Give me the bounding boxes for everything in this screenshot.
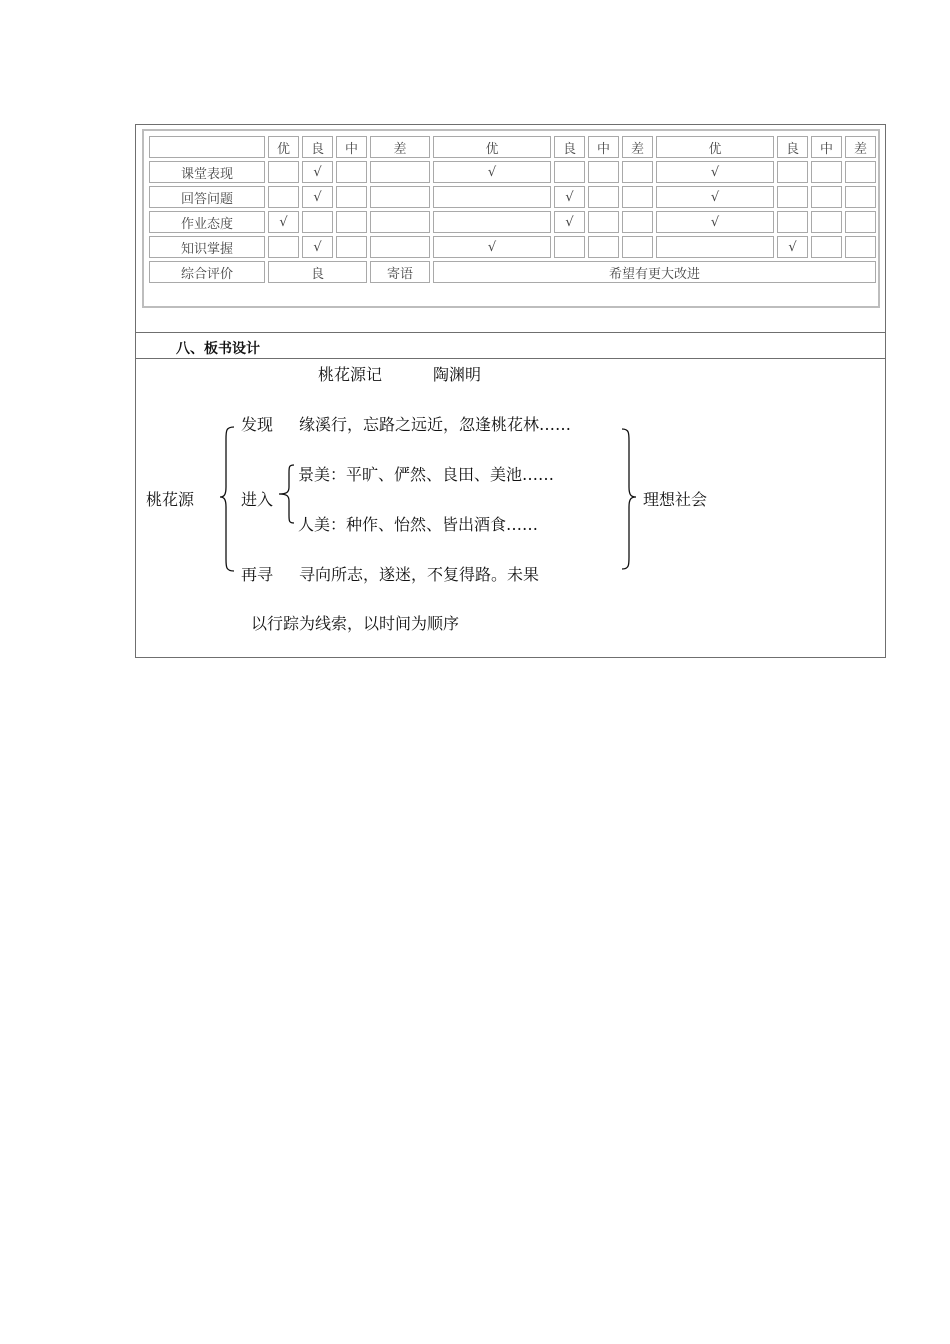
header-row (149, 136, 876, 158)
section-divider-bottom (136, 358, 885, 359)
table-cell: √ (302, 186, 333, 208)
stage-discover-text: 缘溪行，忘路之远近，忽逢桃花林…… (299, 415, 572, 434)
table-cell (370, 186, 430, 208)
board-title: 桃花源记 (318, 365, 383, 384)
left-brace-icon (218, 425, 238, 573)
evaluation-grid (146, 133, 879, 286)
header-cell: 差 (622, 136, 653, 158)
summary-grade: 良 (268, 261, 367, 283)
stage-revisit-name: 再寻 (241, 565, 274, 584)
table-cell (845, 236, 876, 258)
table-cell (656, 236, 774, 258)
table-cell: √ (433, 236, 551, 258)
summary-label: 综合评价 (149, 261, 265, 283)
stage-enter-name: 进入 (241, 490, 274, 509)
section-title: 八、板书设计 (176, 341, 260, 357)
right-brace-icon (619, 427, 639, 571)
table-cell (268, 186, 299, 208)
table-cell (588, 211, 619, 233)
stage-revisit-text: 寻向所志，遂迷，不复得路。未果 (299, 565, 540, 584)
section-divider-top (136, 332, 885, 333)
row-label: 课堂表现 (149, 161, 265, 183)
board-note: 以行踪为线索，以时间为顺序 (251, 614, 460, 633)
table-cell (336, 161, 367, 183)
board-author: 陶渊明 (433, 365, 482, 384)
header-cell: 中 (336, 136, 367, 158)
table-cell (622, 186, 653, 208)
table-cell (777, 161, 808, 183)
table-cell (777, 186, 808, 208)
table-cell: √ (268, 211, 299, 233)
table-cell: √ (302, 236, 333, 258)
table-cell (622, 236, 653, 258)
header-cell: 中 (811, 136, 842, 158)
table-cell (588, 186, 619, 208)
row-label: 回答问题 (149, 186, 265, 208)
header-cell: 差 (845, 136, 876, 158)
table-cell (336, 211, 367, 233)
table-cell (811, 161, 842, 183)
board-root: 桃花源 (146, 490, 195, 509)
header-cell: 优 (433, 136, 551, 158)
table-cell: √ (302, 161, 333, 183)
table-cell (268, 161, 299, 183)
header-cell (149, 136, 265, 158)
table-cell (336, 236, 367, 258)
stage-discover-name: 发现 (241, 415, 274, 434)
table-cell (622, 161, 653, 183)
table-cell (588, 236, 619, 258)
table-cell (811, 236, 842, 258)
table-cell (433, 186, 551, 208)
lesson-plan-table (135, 124, 886, 658)
table-cell (845, 161, 876, 183)
remark-text: 希望有更大改进 (433, 261, 876, 283)
table-cell: √ (656, 186, 774, 208)
table-cell (336, 186, 367, 208)
enter-people-text: 人美：种作、怡然、皆出酒食…… (298, 515, 539, 534)
evaluation-table (142, 129, 880, 308)
row-label: 作业态度 (149, 211, 265, 233)
summary-row (149, 261, 876, 283)
table-cell (433, 211, 551, 233)
table-cell: √ (656, 211, 774, 233)
table-cell (554, 236, 585, 258)
table-cell (811, 186, 842, 208)
table-cell (268, 236, 299, 258)
remark-label: 寄语 (370, 261, 430, 283)
header-cell: 良 (554, 136, 585, 158)
table-cell (302, 211, 333, 233)
header-cell: 优 (656, 136, 774, 158)
table-row (149, 186, 876, 208)
header-cell: 良 (777, 136, 808, 158)
table-row (149, 161, 876, 183)
board-conclusion: 理想社会 (643, 490, 708, 509)
table-cell: √ (433, 161, 551, 183)
table-cell (845, 186, 876, 208)
enter-scenery-text: 景美：平旷、俨然、良田、美池…… (298, 465, 555, 484)
table-row (149, 236, 876, 258)
table-cell: √ (777, 236, 808, 258)
row-label: 知识掌握 (149, 236, 265, 258)
table-cell: √ (554, 211, 585, 233)
table-row (149, 211, 876, 233)
header-cell: 差 (370, 136, 430, 158)
table-cell (370, 161, 430, 183)
table-cell (370, 236, 430, 258)
small-brace-icon (276, 463, 296, 525)
table-cell (370, 211, 430, 233)
table-cell (777, 211, 808, 233)
header-cell: 中 (588, 136, 619, 158)
table-cell (588, 161, 619, 183)
table-cell (845, 211, 876, 233)
table-cell: √ (656, 161, 774, 183)
header-cell: 优 (268, 136, 299, 158)
table-cell (811, 211, 842, 233)
header-cell: 良 (302, 136, 333, 158)
table-cell (622, 211, 653, 233)
table-cell: √ (554, 186, 585, 208)
table-cell (554, 161, 585, 183)
